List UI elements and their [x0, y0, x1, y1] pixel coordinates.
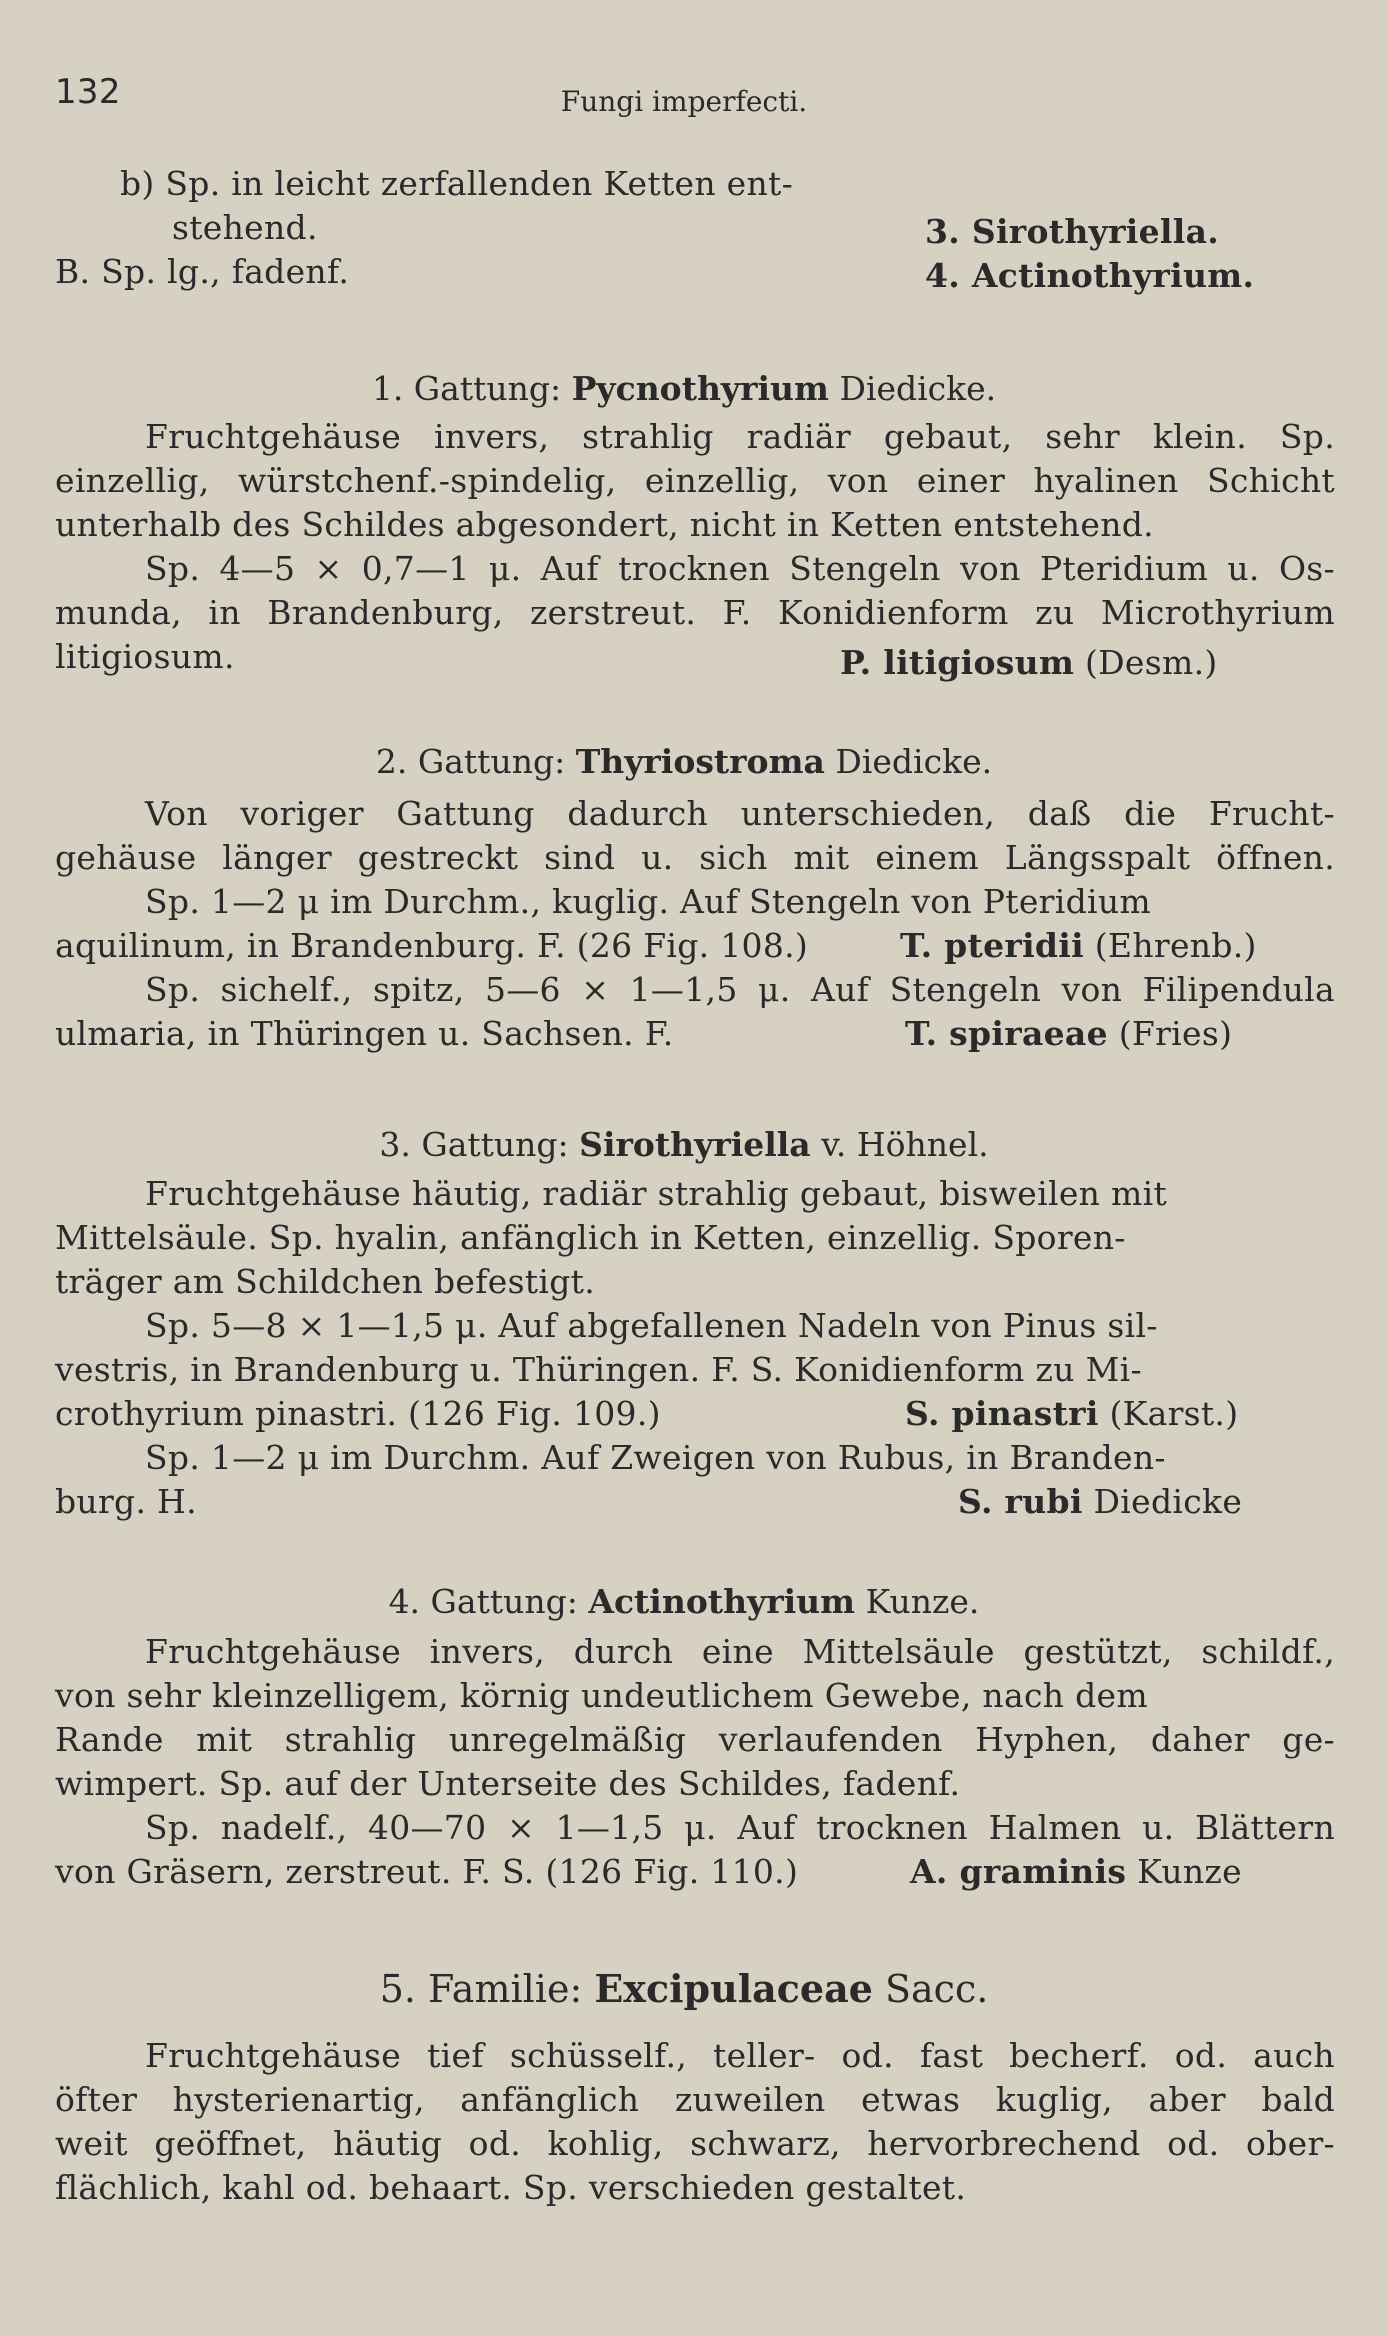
text-line: Von voriger Gattung dadurch unterschieden, daß die Frucht-	[145, 794, 1335, 833]
species-author: (Desm.)	[1074, 643, 1218, 682]
text-line: vestris, in Brandenburg u. Thüringen. F. S. Konidienform zu Mi-	[55, 1350, 1142, 1389]
species-name	[900, 926, 1257, 966]
genus-heading	[0, 1125, 1378, 1165]
key-line: B. Sp. lg., fadenf.	[55, 252, 350, 291]
text-line: Fruchtgehäuse häutig, radiär strahlig gebaut, bisweilen mit	[145, 1174, 1168, 1213]
heading-prefix: 2. Gattung:	[375, 742, 576, 781]
text-line: Sp. 1—2 μ im Durchm. Auf Zweigen von Rubus, in Branden-	[145, 1438, 1166, 1477]
text-line: von sehr kleinzelligem, körnig undeutlichem Gewebe, nach dem	[55, 1676, 1148, 1715]
text-line: von Gräsern, zerstreut. F. S. (126 Fig. 110.)	[55, 1852, 799, 1891]
text-line: munda, in Brandenburg, zerstreut. F. Konidienform zu Microthyrium	[55, 593, 1335, 632]
text-line: gehäuse länger gestreckt sind u. sich mit einem Längsspalt öffnen.	[55, 838, 1335, 877]
family-heading	[0, 1966, 1378, 2012]
text-line: Fruchtgehäuse tief schüsself., teller- od. fast becherf. od. auch	[145, 2036, 1335, 2075]
page-number: 132	[55, 72, 121, 112]
text-line: unterhalb des Schildes abgesondert, nicht in Ketten entstehend.	[55, 505, 1154, 544]
text-line: Mittelsäule. Sp. hyalin, anfänglich in Ketten, einzellig. Sporen-	[55, 1218, 1126, 1257]
species-name	[840, 643, 1218, 683]
species-name	[958, 1482, 1242, 1522]
heading-author: Diedicke.	[824, 742, 993, 781]
key-genus-ref: 4. Actinothyrium.	[925, 256, 1255, 295]
species-author: (Karst.)	[1098, 1394, 1239, 1433]
species-binomial: T. spiraeae	[905, 1014, 1108, 1053]
species-name	[905, 1394, 1238, 1434]
species-binomial: A. graminis	[910, 1852, 1127, 1891]
heading-author: Sacc.	[872, 1967, 989, 2011]
family-name: Excipulaceae	[594, 1966, 873, 2011]
heading-author: v. Höhnel.	[810, 1125, 989, 1164]
heading-author: Kunze.	[855, 1582, 980, 1621]
text-line: Sp. sichelf., spitz, 5—6 × 1—1,5 μ. Auf Stengeln von Filipendula	[145, 970, 1335, 1009]
genus-heading	[0, 1582, 1378, 1622]
text-line: litigiosum.	[55, 637, 235, 676]
genus-heading	[0, 369, 1378, 409]
text-line: träger am Schildchen befestigt.	[55, 1262, 595, 1301]
text-line: einzellig, würstchenf.-spindelig, einzellig, von einer hyalinen Schicht	[55, 461, 1335, 500]
genus-name: Pycnothyrium	[571, 369, 829, 408]
species-author: Kunze	[1126, 1852, 1242, 1891]
genus-name: Actinothyrium	[588, 1582, 856, 1621]
species-author: (Ehrenb.)	[1083, 926, 1257, 965]
heading-prefix: 3. Gattung:	[379, 1125, 580, 1164]
species-binomial: S. rubi	[958, 1482, 1083, 1521]
key-line: b) Sp. in leicht zerfallenden Ketten ent-	[120, 164, 794, 203]
text-line: weit geöffnet, häutig od. kohlig, schwarz, hervorbrechend od. ober-	[55, 2124, 1335, 2163]
heading-prefix: 5. Familie:	[379, 1967, 595, 2011]
text-line: Rande mit strahlig unregelmäßig verlaufenden Hyphen, daher ge-	[55, 1720, 1335, 1759]
text-line: burg. H.	[55, 1482, 197, 1521]
species-name	[905, 1014, 1232, 1054]
text-line: flächlich, kahl od. behaart. Sp. verschieden gestaltet.	[55, 2168, 967, 2207]
heading-author: Diedicke.	[828, 369, 997, 408]
text-line: Sp. nadelf., 40—70 × 1—1,5 μ. Auf trocknen Halmen u. Blättern	[145, 1808, 1335, 1847]
text-line: crothyrium pinastri. (126 Fig. 109.)	[55, 1394, 661, 1433]
text-line: öfter hysterienartig, anfänglich zuweilen etwas kuglig, aber bald	[55, 2080, 1335, 2119]
species-binomial: P. litigiosum	[840, 643, 1075, 682]
key-genus-ref: 3. Sirothyriella.	[925, 212, 1220, 251]
species-binomial: T. pteridii	[900, 926, 1084, 965]
text-line: wimpert. Sp. auf der Unterseite des Schildes, fadenf.	[55, 1764, 961, 1803]
text-line: Fruchtgehäuse invers, strahlig radiär gebaut, sehr klein. Sp.	[145, 417, 1335, 456]
running-title: Fungi imperfecti.	[560, 85, 808, 118]
species-binomial: S. pinastri	[905, 1394, 1099, 1433]
species-name	[910, 1852, 1242, 1892]
text-line: Sp. 5—8 × 1—1,5 μ. Auf abgefallenen Nadeln von Pinus sil-	[145, 1306, 1158, 1345]
text-line: Sp. 4—5 × 0,7—1 μ. Auf trocknen Stengeln von Pteridium u. Os-	[145, 549, 1335, 588]
key-line: stehend.	[172, 208, 318, 247]
genus-heading	[0, 742, 1378, 782]
text-line: Sp. 1—2 μ im Durchm., kuglig. Auf Stengeln von Pteridium	[145, 882, 1152, 921]
text-line: aquilinum, in Brandenburg. F. (26 Fig. 108.)	[55, 926, 809, 965]
genus-name: Thyriostroma	[575, 742, 825, 781]
heading-prefix: 4. Gattung:	[388, 1582, 589, 1621]
heading-prefix: 1. Gattung:	[371, 369, 572, 408]
text-line: ulmaria, in Thüringen u. Sachsen. F.	[55, 1014, 674, 1053]
species-author: (Fries)	[1107, 1014, 1233, 1053]
genus-name: Sirothyriella	[579, 1125, 811, 1164]
species-author: Diedicke	[1082, 1482, 1243, 1521]
text-line: Fruchtgehäuse invers, durch eine Mittelsäule gestützt, schildf.,	[145, 1632, 1335, 1671]
